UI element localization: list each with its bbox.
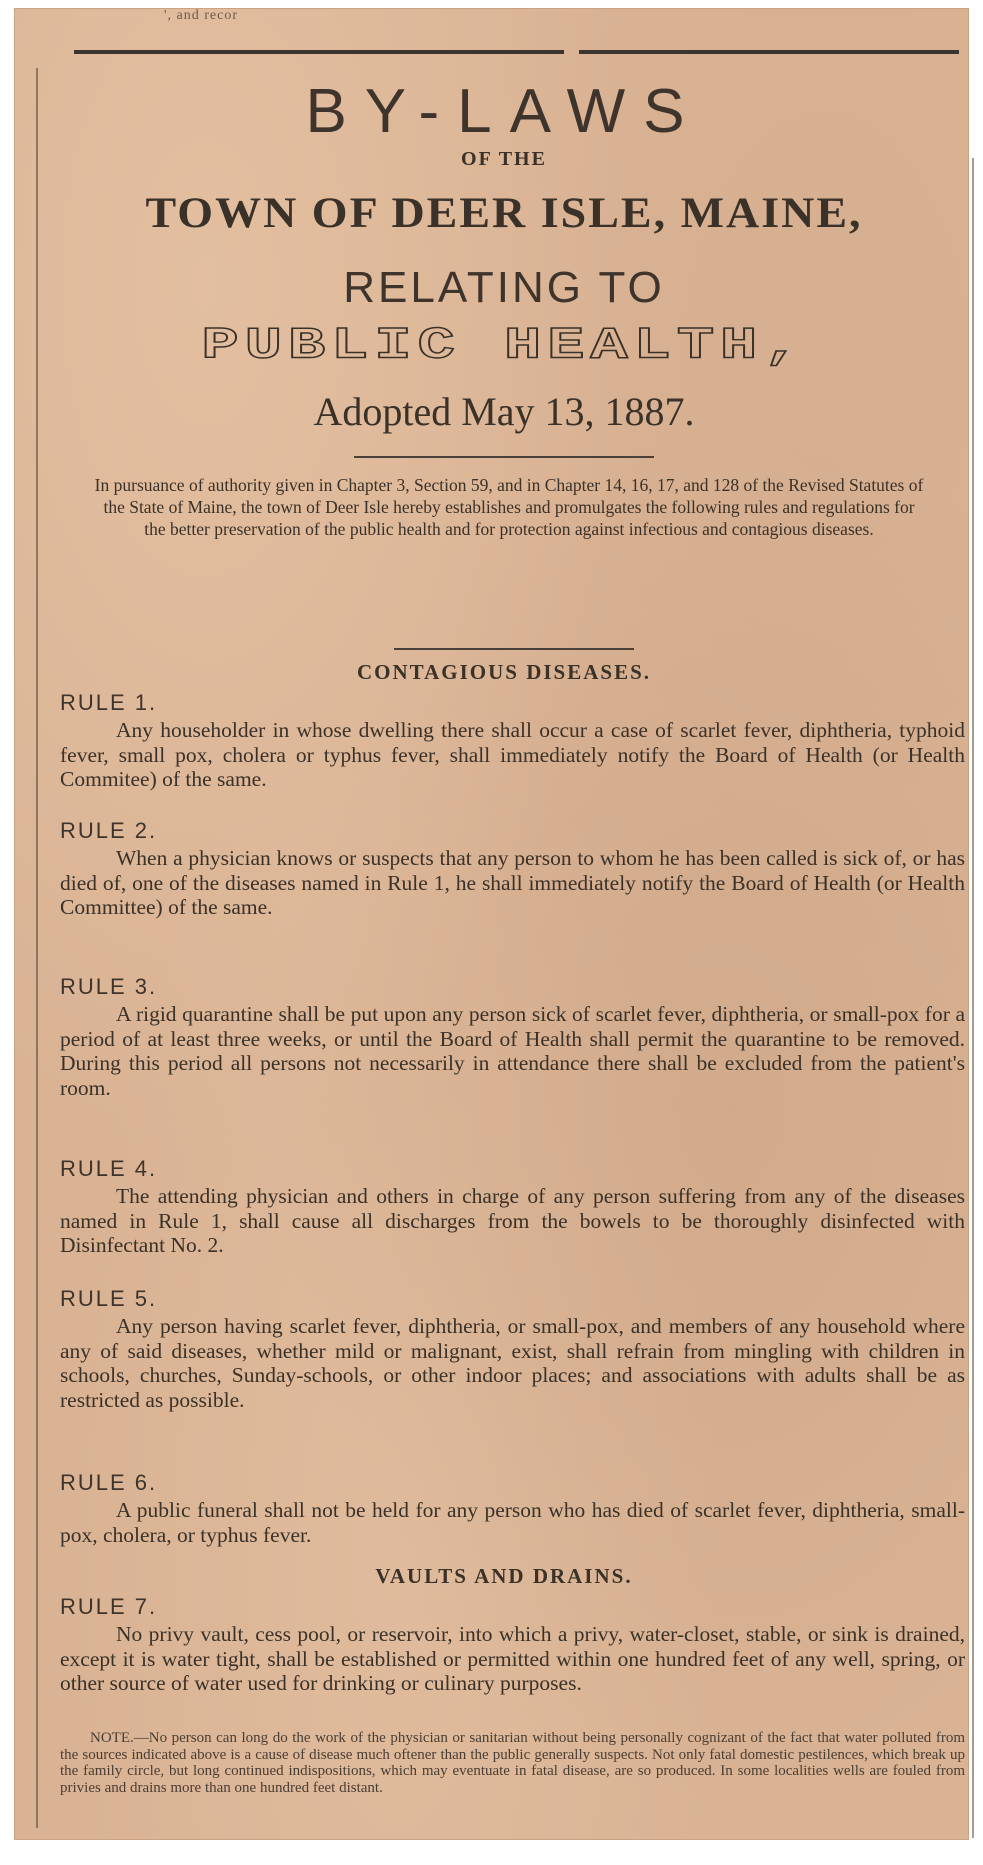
right-margin-line [972, 158, 974, 1838]
torn-top-text: ', and recor [164, 8, 238, 23]
title-of-the: OF THE [461, 148, 547, 170]
rule-label: RULE 1. [60, 690, 158, 715]
relating-heading: RELATING TO [343, 263, 665, 312]
top-border-right [579, 50, 959, 54]
rule-label: RULE 7. [60, 1594, 158, 1619]
divider [354, 456, 654, 458]
rule-text: When a physician knows or suspects that any person to whom he has been called is sick of, or has died of, one of the diseases named in Rule 1, he shall immediately notify the Board of Health (or Health Committee) of the same. [60, 846, 965, 919]
rule-text: A public funeral shall not be held for any person who has died of scarlet fever, diphtheria, small-pox, cholera, or typhus fever. [60, 1498, 965, 1547]
rule-text: The attending physician and others in charge of any person suffering from any of the diseases named in Rule 1, shall cause all discharges from the bowels to be thoroughly disinfected with Disinfectant No. 2. [60, 1184, 965, 1257]
top-border-left [74, 50, 564, 54]
newspaper-clipping [14, 8, 969, 1840]
rule-text: A rigid quarantine shall be put upon any person sick of scarlet fever, diphtheria, or small-pox for a period of at least three weeks, or until the Board of Health shall permit the quarantine to be removed. During this period all persons not necessarily in attendance there shall be excluded from the patient's room. [60, 1002, 965, 1100]
rule-label: RULE 4. [60, 1156, 158, 1181]
rule-label: RULE 3. [60, 974, 158, 999]
preamble: In pursuance of authority given in Chapter 3, Section 59, and in Chapter 14, 16, 17, and 128 of the Revised Statutes of the State of Maine, the town of Deer Isle hereby establishes and promulgates the following rules and regulations for the better preservation of the public health and for protection against infectious and contagious diseases. [94, 475, 924, 539]
rule-text: No privy vault, cess pool, or reservoir, into which a privy, water-closet, stable, or sink is drained, except it is water tight, shall be established or permitted within one hundred feet of any well, spring, or other source of water used for drinking or culinary purposes. [60, 1622, 965, 1695]
section-heading-contagious: CONTAGIOUS DISEASES. [356, 660, 652, 684]
town-heading: TOWN OF DEER ISLE, MAINE, [145, 188, 863, 237]
rule-label: RULE 5. [60, 1286, 158, 1311]
left-margin-line [36, 68, 38, 1828]
rule-text: Any householder in whose dwelling there shall occur a case of scarlet fever, diphtheria, typhoid fever, small pox, cholera or typhus fever, shall immediately notify the Board of Health (or Health Commitee) of the same. [60, 718, 965, 791]
adopted-date: Adopted May 13, 1887. [313, 389, 695, 434]
section-heading-vaults: VAULTS AND DRAINS. [375, 1564, 633, 1588]
rule-label: RULE 6. [60, 1470, 158, 1495]
footnote: NOTE.—No person can long do the work of the physician or sanitarian without being personally cognizant of the fact that water polluted from the sources indicated above is a cause of disease much oftener than the public generally suspects. Not only fatal domestic pestilences, which break up the family circle, but long continued indispositions, which may eventuate in fatal disease, are so produced. In some localities wells are fouled from privies and drains more than one hundred feet distant. [60, 1730, 965, 1796]
subject-heading: PUBLIC HEALTH, [201, 320, 807, 372]
document-title: BY-LAWS [305, 77, 703, 146]
rule-text: Any person having scarlet fever, diphtheria, or small-pox, and members of any household where any of said diseases, whether mild or malignant, exist, shall refrain from mingling with children in schools, churches, Sunday-schools, or other indoor places; and associations with adults shall be as restricted as possible. [60, 1314, 965, 1412]
divider [394, 648, 634, 650]
rule-label: RULE 2. [60, 818, 158, 843]
